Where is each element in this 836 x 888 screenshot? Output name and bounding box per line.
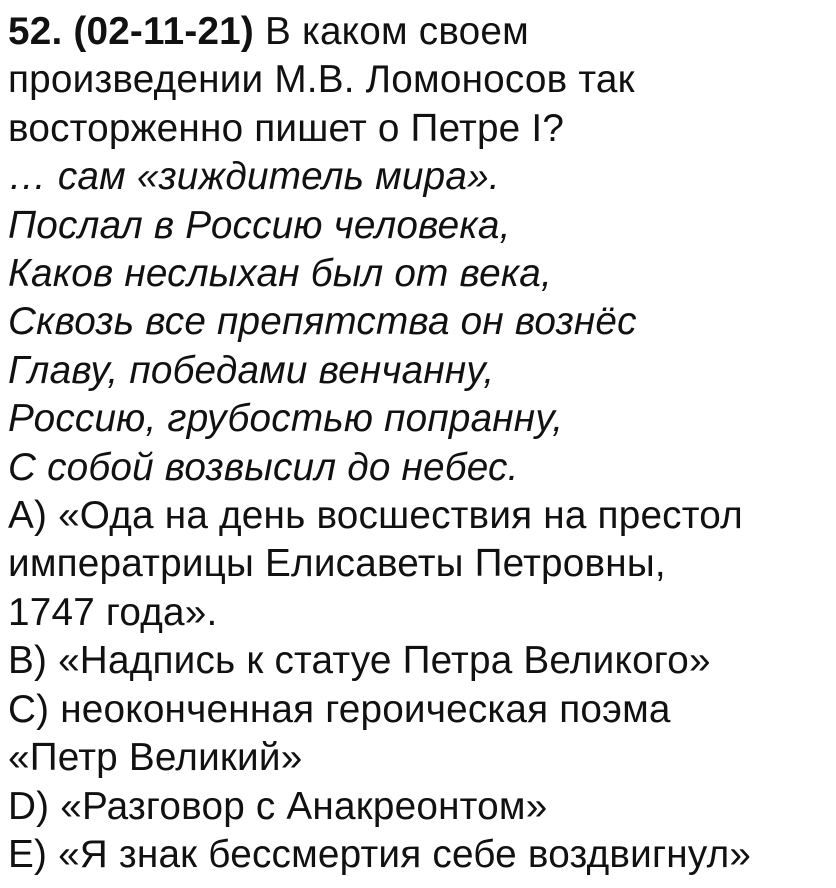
option-a-line-2[interactable]: императрицы Елисаветы Петровны, bbox=[8, 542, 666, 586]
poem-line-4: Сквозь все препятства он вознёс bbox=[8, 300, 637, 344]
option-a-line-3[interactable]: 1747 года». bbox=[8, 590, 218, 634]
poem-line-3: Каков неслыхан был от века, bbox=[8, 252, 552, 296]
option-a-line-1[interactable]: A) «Ода на день восшествия на престол bbox=[8, 494, 743, 538]
poem-line-1: … сам «зиждитель мира». bbox=[8, 155, 500, 199]
option-c-line-2[interactable]: «Петр Великий» bbox=[8, 736, 303, 780]
option-b[interactable]: B) «Надпись к статуе Петра Великого» bbox=[8, 639, 711, 683]
question-line-1 bbox=[8, 8, 830, 56]
poem-line-7: С собой возвысил до небес. bbox=[8, 445, 519, 489]
question-text-start: В каком своем bbox=[264, 10, 529, 53]
question-line-3: восторженно пишет о Петре I? bbox=[8, 106, 565, 150]
question-number: 52. (02-11-21) bbox=[8, 10, 255, 53]
option-d[interactable]: D) «Разговор с Анакреонтом» bbox=[8, 784, 548, 828]
poem-line-5: Главу, победами венчанну, bbox=[8, 348, 495, 392]
option-e[interactable]: E) «Я знак бессмертия себе воздвигнул» bbox=[8, 832, 752, 876]
poem-line-2: Послал в Россию человека, bbox=[8, 203, 511, 247]
question-line-2: произведении М.В. Ломоносов так bbox=[8, 58, 635, 102]
option-c-line-1[interactable]: C) неоконченная героическая поэма bbox=[8, 687, 671, 731]
poem-line-6: Россию, грубостью попранну, bbox=[8, 397, 564, 441]
